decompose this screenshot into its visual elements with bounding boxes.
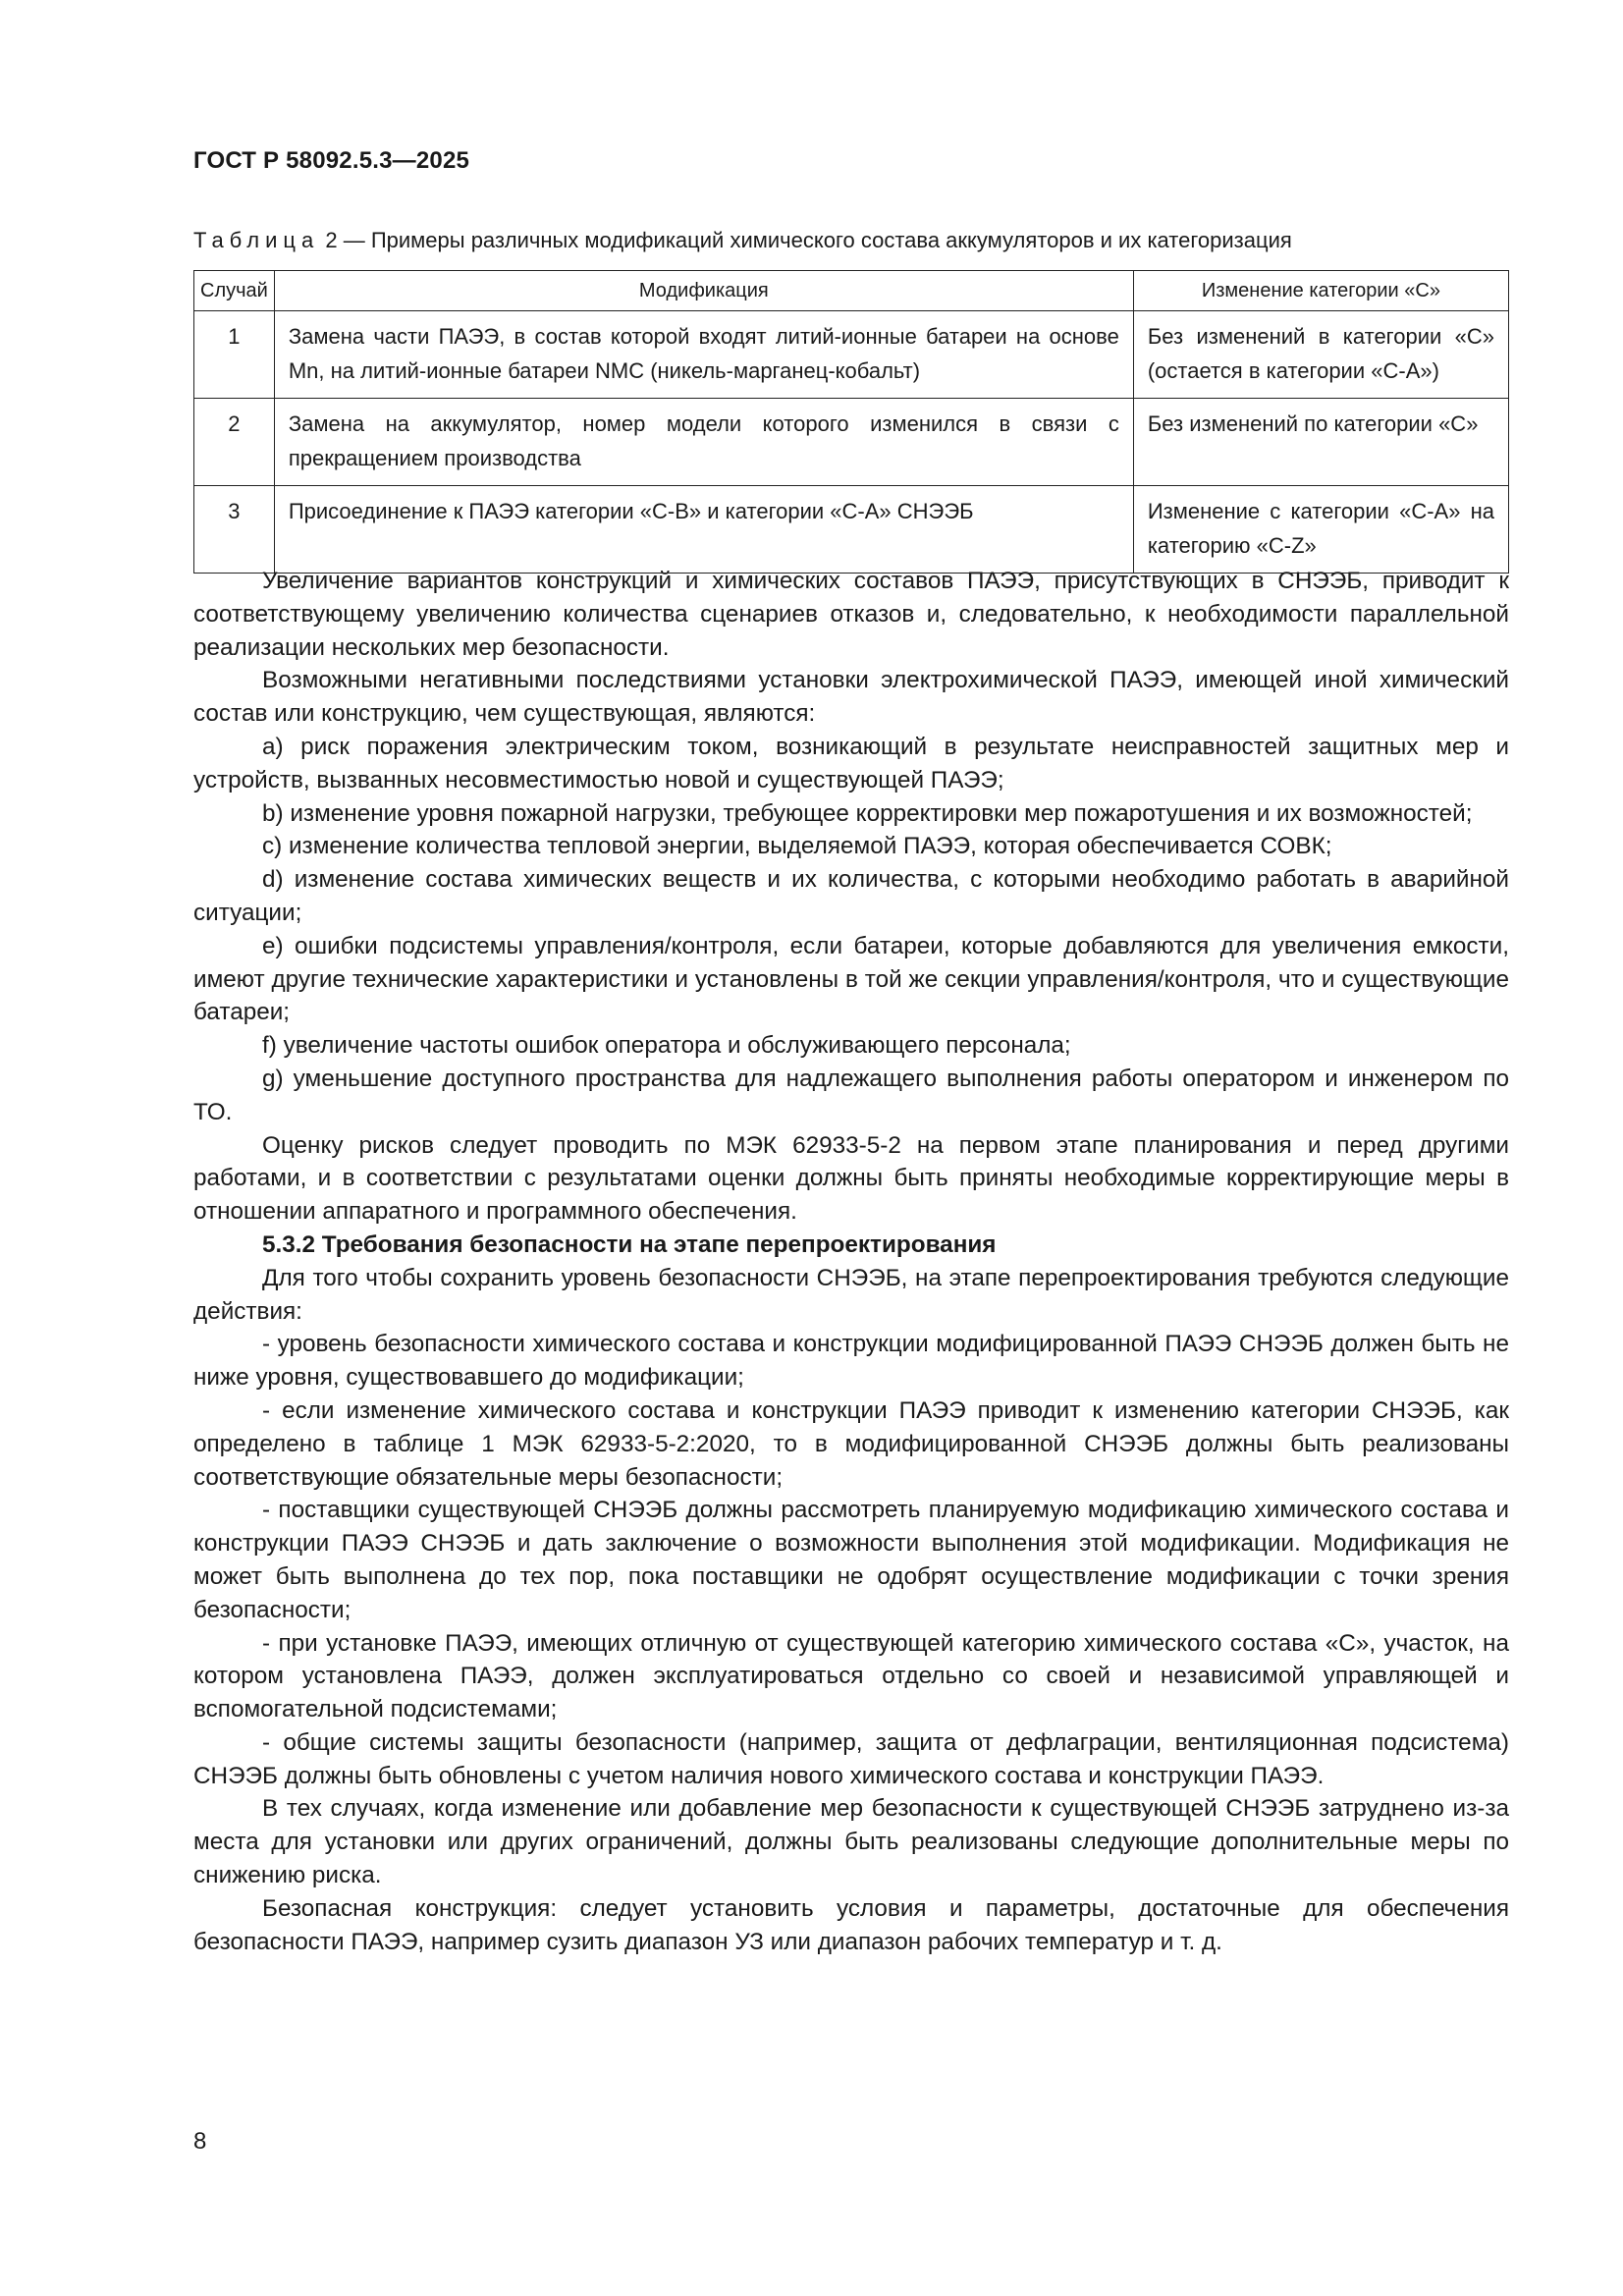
paragraph: Для того чтобы сохранить уровень безопасности СНЭЭБ, на этапе перепроектирования требуются следующие действия:: [193, 1264, 1509, 1325]
list-item: b) изменение уровня пожарной нагрузки, требующее корректировки мер пожаротушения и их возможностей;: [262, 799, 1473, 827]
row-modification: Замена части ПАЭЭ, в состав которой входят литий-ионные батареи на основе Mn, на литий-ионные батареи NMC (никель-марганец-кобальт): [274, 311, 1133, 399]
list-item: a) риск поражения электрическим током, возникающий в результате неисправностей защитных мер и устройств, вызванных несовместимостью новой и существующей ПАЭЭ;: [193, 733, 1509, 793]
table-row: [194, 486, 1509, 574]
column-header-category-change: Изменение категории «С»: [1133, 271, 1508, 311]
section-heading: 5.3.2 Требования безопасности на этапе перепроектирования: [262, 1230, 997, 1258]
list-item: f) увеличение частоты ошибок оператора и обслуживающего персонала;: [262, 1032, 1071, 1060]
document-header: ГОСТ Р 58092.5.3—2025: [193, 147, 470, 174]
list-item: - если изменение химического состава и конструкции ПАЭЭ приводит к изменению категории СНЭЭБ, как определено в таблице 1 МЭК 62933-5-2:2020, то в модифицированной СНЭЭБ должны быть реализованы соответствующие обязательные меры безопасности;: [193, 1396, 1509, 1491]
list-item: e) ошибки подсистемы управления/контроля, если батареи, которые добавляются для увеличения емкости, имеют другие технические характеристики и установлены в той же секции управления/контроля, что и существующие батареи;: [193, 932, 1509, 1026]
table-row: [194, 311, 1509, 399]
row-case-number: 3: [194, 486, 275, 574]
list-item: d) изменение состава химических веществ и их количества, с которыми необходимо работать в аварийной ситуации;: [193, 866, 1509, 926]
table-caption: [193, 228, 1292, 253]
column-header-case: Случай: [194, 271, 275, 311]
list-item: - уровень безопасности химического состава и конструкции модифицированной ПАЭЭ СНЭЭБ должен быть не ниже уровня, существовавшего до модификации;: [193, 1331, 1509, 1392]
table-caption-word: Таблица: [193, 228, 320, 252]
page-number: 8: [193, 2128, 207, 2155]
row-modification: Замена на аккумулятор, номер модели которого изменился в связи с прекращением производства: [274, 399, 1133, 486]
list-item: - общие системы защиты безопасности (например, защита от дефлаграции, вентиляционная подсистема) СНЭЭБ должны быть обновлены с учетом наличия нового химического состава и конструкции ПАЭЭ.: [193, 1728, 1509, 1789]
list-item: c) изменение количества тепловой энергии, выделяемой ПАЭЭ, которая обеспечивается СОВК;: [262, 833, 1332, 860]
list-item: - при установке ПАЭЭ, имеющих отличную от существующей категорию химического состава «С», участок, на котором установлена ПАЭЭ, должен эксплуатироваться отдельно со своей и независимой управляющей и вспомогательной подсистемами;: [193, 1629, 1509, 1723]
table-header-row: [194, 271, 1509, 311]
row-case-number: 1: [194, 311, 275, 399]
paragraph: Безопасная конструкция: следует установить условия и параметры, достаточные для обеспечения безопасности ПАЭЭ, например сузить диапазон УЗ или диапазон рабочих температур и т. д.: [193, 1894, 1509, 1955]
modifications-table: [193, 270, 1509, 574]
column-header-modification: Модификация: [274, 271, 1133, 311]
table-row: [194, 399, 1509, 486]
row-category-change: Без изменений по категории «С»: [1133, 399, 1508, 486]
list-item: g) уменьшение доступного пространства для надлежащего выполнения работы оператором и инженером по ТО.: [193, 1065, 1509, 1125]
paragraph: Оценку рисков следует проводить по МЭК 62933-5-2 на первом этапе планирования и перед другими работами, и в соответствии с результатами оценки должны быть приняты необходимые корректирующие меры в отношении аппаратного и программного обеспечения.: [193, 1131, 1509, 1226]
list-item: - поставщики существующей СНЭЭБ должны рассмотреть планируемую модификацию химического состава и конструкции ПАЭЭ СНЭЭБ и дать заключение о возможности выполнения этой модификации. Модификация не может быть выполнена до тех пор, пока поставщики не одобрят осуществление модификации с точки зрения безопасности;: [193, 1497, 1509, 1623]
paragraph: В тех случаях, когда изменение или добавление мер безопасности к существующей СНЭЭБ затруднено из-за места для установки или других ограничений, должны быть реализованы следующие дополнительные меры по снижению риска.: [193, 1795, 1509, 1889]
paragraph: Возможными негативными последствиями установки электрохимической ПАЭЭ, имеющей иной химический состав или конструкцию, чем существующая, являются:: [193, 667, 1509, 728]
row-category-change: Без изменений в категории «С» (остается в категории «С-А»): [1133, 311, 1508, 399]
table-caption-text: 2 — Примеры различных модификаций химического состава аккумуляторов и их категоризация: [319, 228, 1292, 252]
row-category-change: Изменение с категории «С-А» на категорию «С-Z»: [1133, 486, 1508, 574]
row-modification: Присоединение к ПАЭЭ категории «С-В» и категории «С-А» СНЭЭБ: [274, 486, 1133, 574]
row-case-number: 2: [194, 399, 275, 486]
paragraph: Увеличение вариантов конструкций и химических составов ПАЭЭ, присутствующих в СНЭЭБ, приводит к соответствующему увеличению количества сценариев отказов и, следовательно, к необходимости параллельной реализации нескольких мер безопасности.: [193, 568, 1509, 661]
body-text: [193, 565, 1509, 1958]
